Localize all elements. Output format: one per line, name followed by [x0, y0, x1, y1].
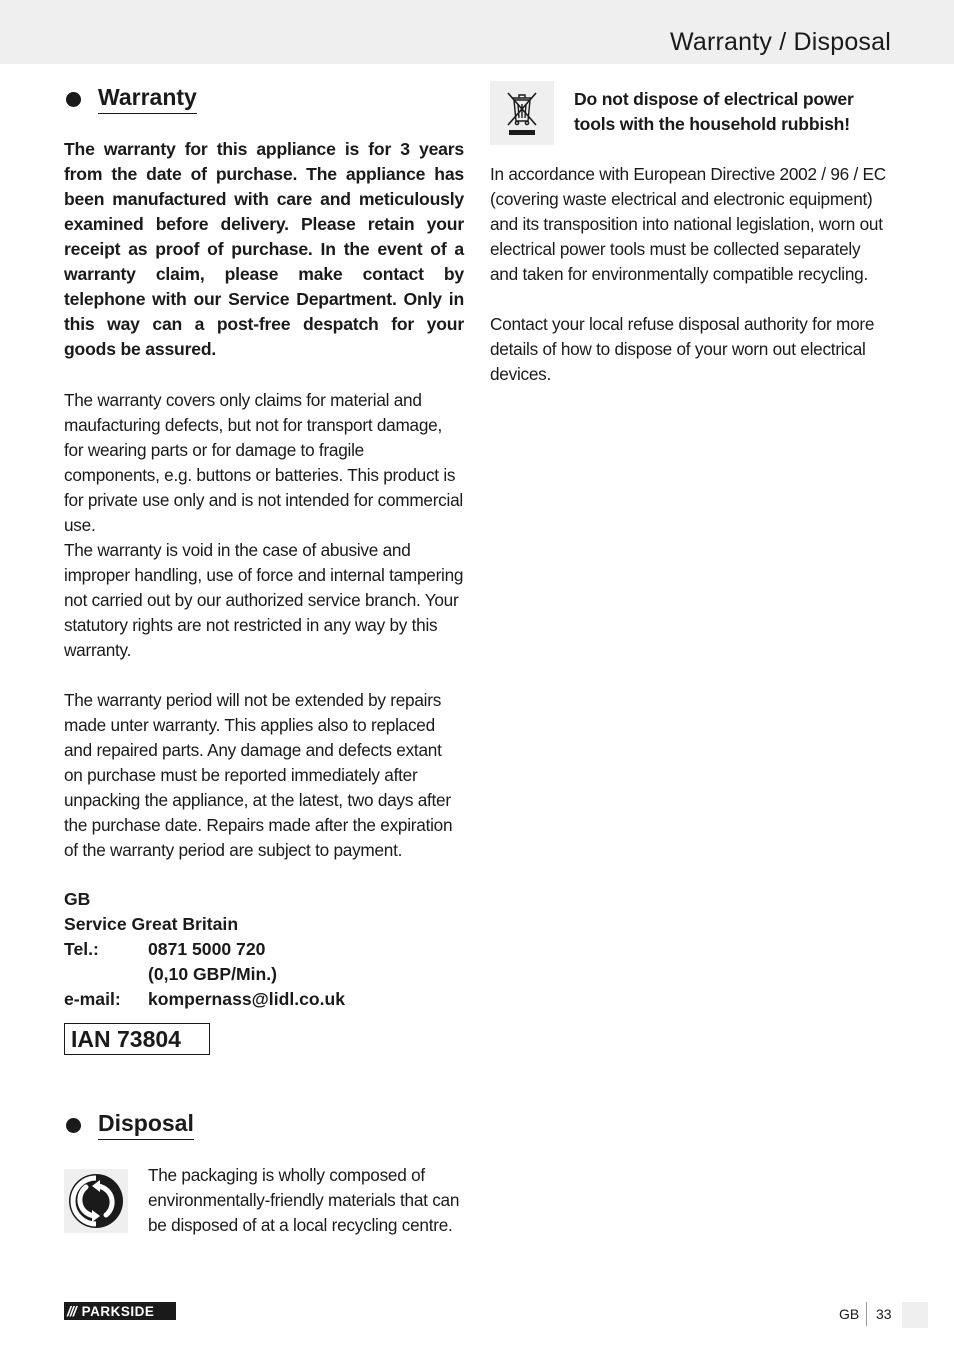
- footer-marker: [902, 1302, 928, 1328]
- footer-divider: [866, 1302, 867, 1326]
- ian-number-box: IAN 73804: [64, 1023, 210, 1055]
- crossed-out-wheelie-bin-icon: [490, 81, 554, 145]
- contact-email-row: [64, 987, 464, 1012]
- warranty-paragraph-2: The warranty is void in the case of abusive and improper handling, use of force and internal tampering not carried out by our authorized service branch. Your statutory rights are not restricted in any way by this warranty.: [64, 540, 464, 660]
- logo-brand: PARKSIDE: [81, 1303, 155, 1319]
- contact-service-name: Service Great Britain: [64, 914, 239, 934]
- contact-tel-row: [64, 937, 464, 962]
- disposal-heading-text: Disposal: [98, 1110, 194, 1140]
- bullet-icon: [66, 92, 81, 107]
- contact-country: GB: [64, 889, 91, 909]
- contact-rate-row: [64, 962, 464, 987]
- logo-slashes: ///: [67, 1303, 76, 1319]
- warranty-heading: [64, 84, 197, 114]
- bullet-icon: [66, 1118, 81, 1133]
- tel-rate: (0,10 GBP/Min.): [148, 964, 278, 984]
- email-label: e-mail:: [64, 989, 121, 1009]
- warranty-intro: The warranty for this appliance is for 3 years from the date of purchase. The appliance has been manufactured with care and meticulously examined before delivery. Please retain your receipt as proof of purchase. In the event of a warranty claim, please make contact by telephone with our Service Department. Only in this way can a post-free despatch for your goods be assured.: [64, 139, 464, 359]
- tel-value[interactable]: 0871 5000 720: [148, 939, 266, 959]
- directive-text: In accordance with European Directive 2002 / 96 / EC (covering waste electrical and electronic equipment) and its transposition into national legislation, worn out electrical power tools must be collected separately and taken for environmentally compatible recycling.: [490, 164, 886, 284]
- page-header: [0, 0, 954, 64]
- email-value[interactable]: kompernass@lidl.co.uk: [148, 989, 346, 1009]
- weee-warning: Do not dispose of electrical power tools with the household rubbish!: [574, 89, 854, 134]
- packaging-text: The packaging is wholly composed of environmentally-friendly materials that can be disposed of at a local recycling centre.: [148, 1165, 460, 1235]
- footer-country-code: GB: [839, 1306, 860, 1322]
- warranty-paragraph-1: The warranty covers only claims for material and maufacturing defects, but not for transport damage, for wearing parts or for damage to fragile components, e.g. buttons or batteries. This product is for private use only and is not intended for commercial use.: [64, 390, 463, 535]
- disposal-contact-text: Contact your local refuse disposal authority for more details of how to dispose of your worn out electrical devices.: [490, 314, 875, 384]
- warranty-heading-text: Warranty: [98, 84, 197, 114]
- parkside-logo: [64, 1302, 176, 1320]
- warranty-paragraph-3: The warranty period will not be extended by repairs made unter warranty. This applies also to replaced and repaired parts. Any damage and defects extant on purchase must be reported immediately after unpacking the appliance, at the latest, two days after the purchase date. Repairs made after the expiration of the warranty period are subject to payment.: [64, 690, 453, 860]
- disposal-heading: [64, 1110, 194, 1140]
- page-number: 33: [876, 1306, 892, 1322]
- green-dot-recycling-icon: [64, 1169, 128, 1233]
- tel-label: Tel.:: [64, 939, 99, 959]
- service-contact-block: [64, 887, 464, 1012]
- page-title: Warranty / Disposal: [670, 28, 891, 56]
